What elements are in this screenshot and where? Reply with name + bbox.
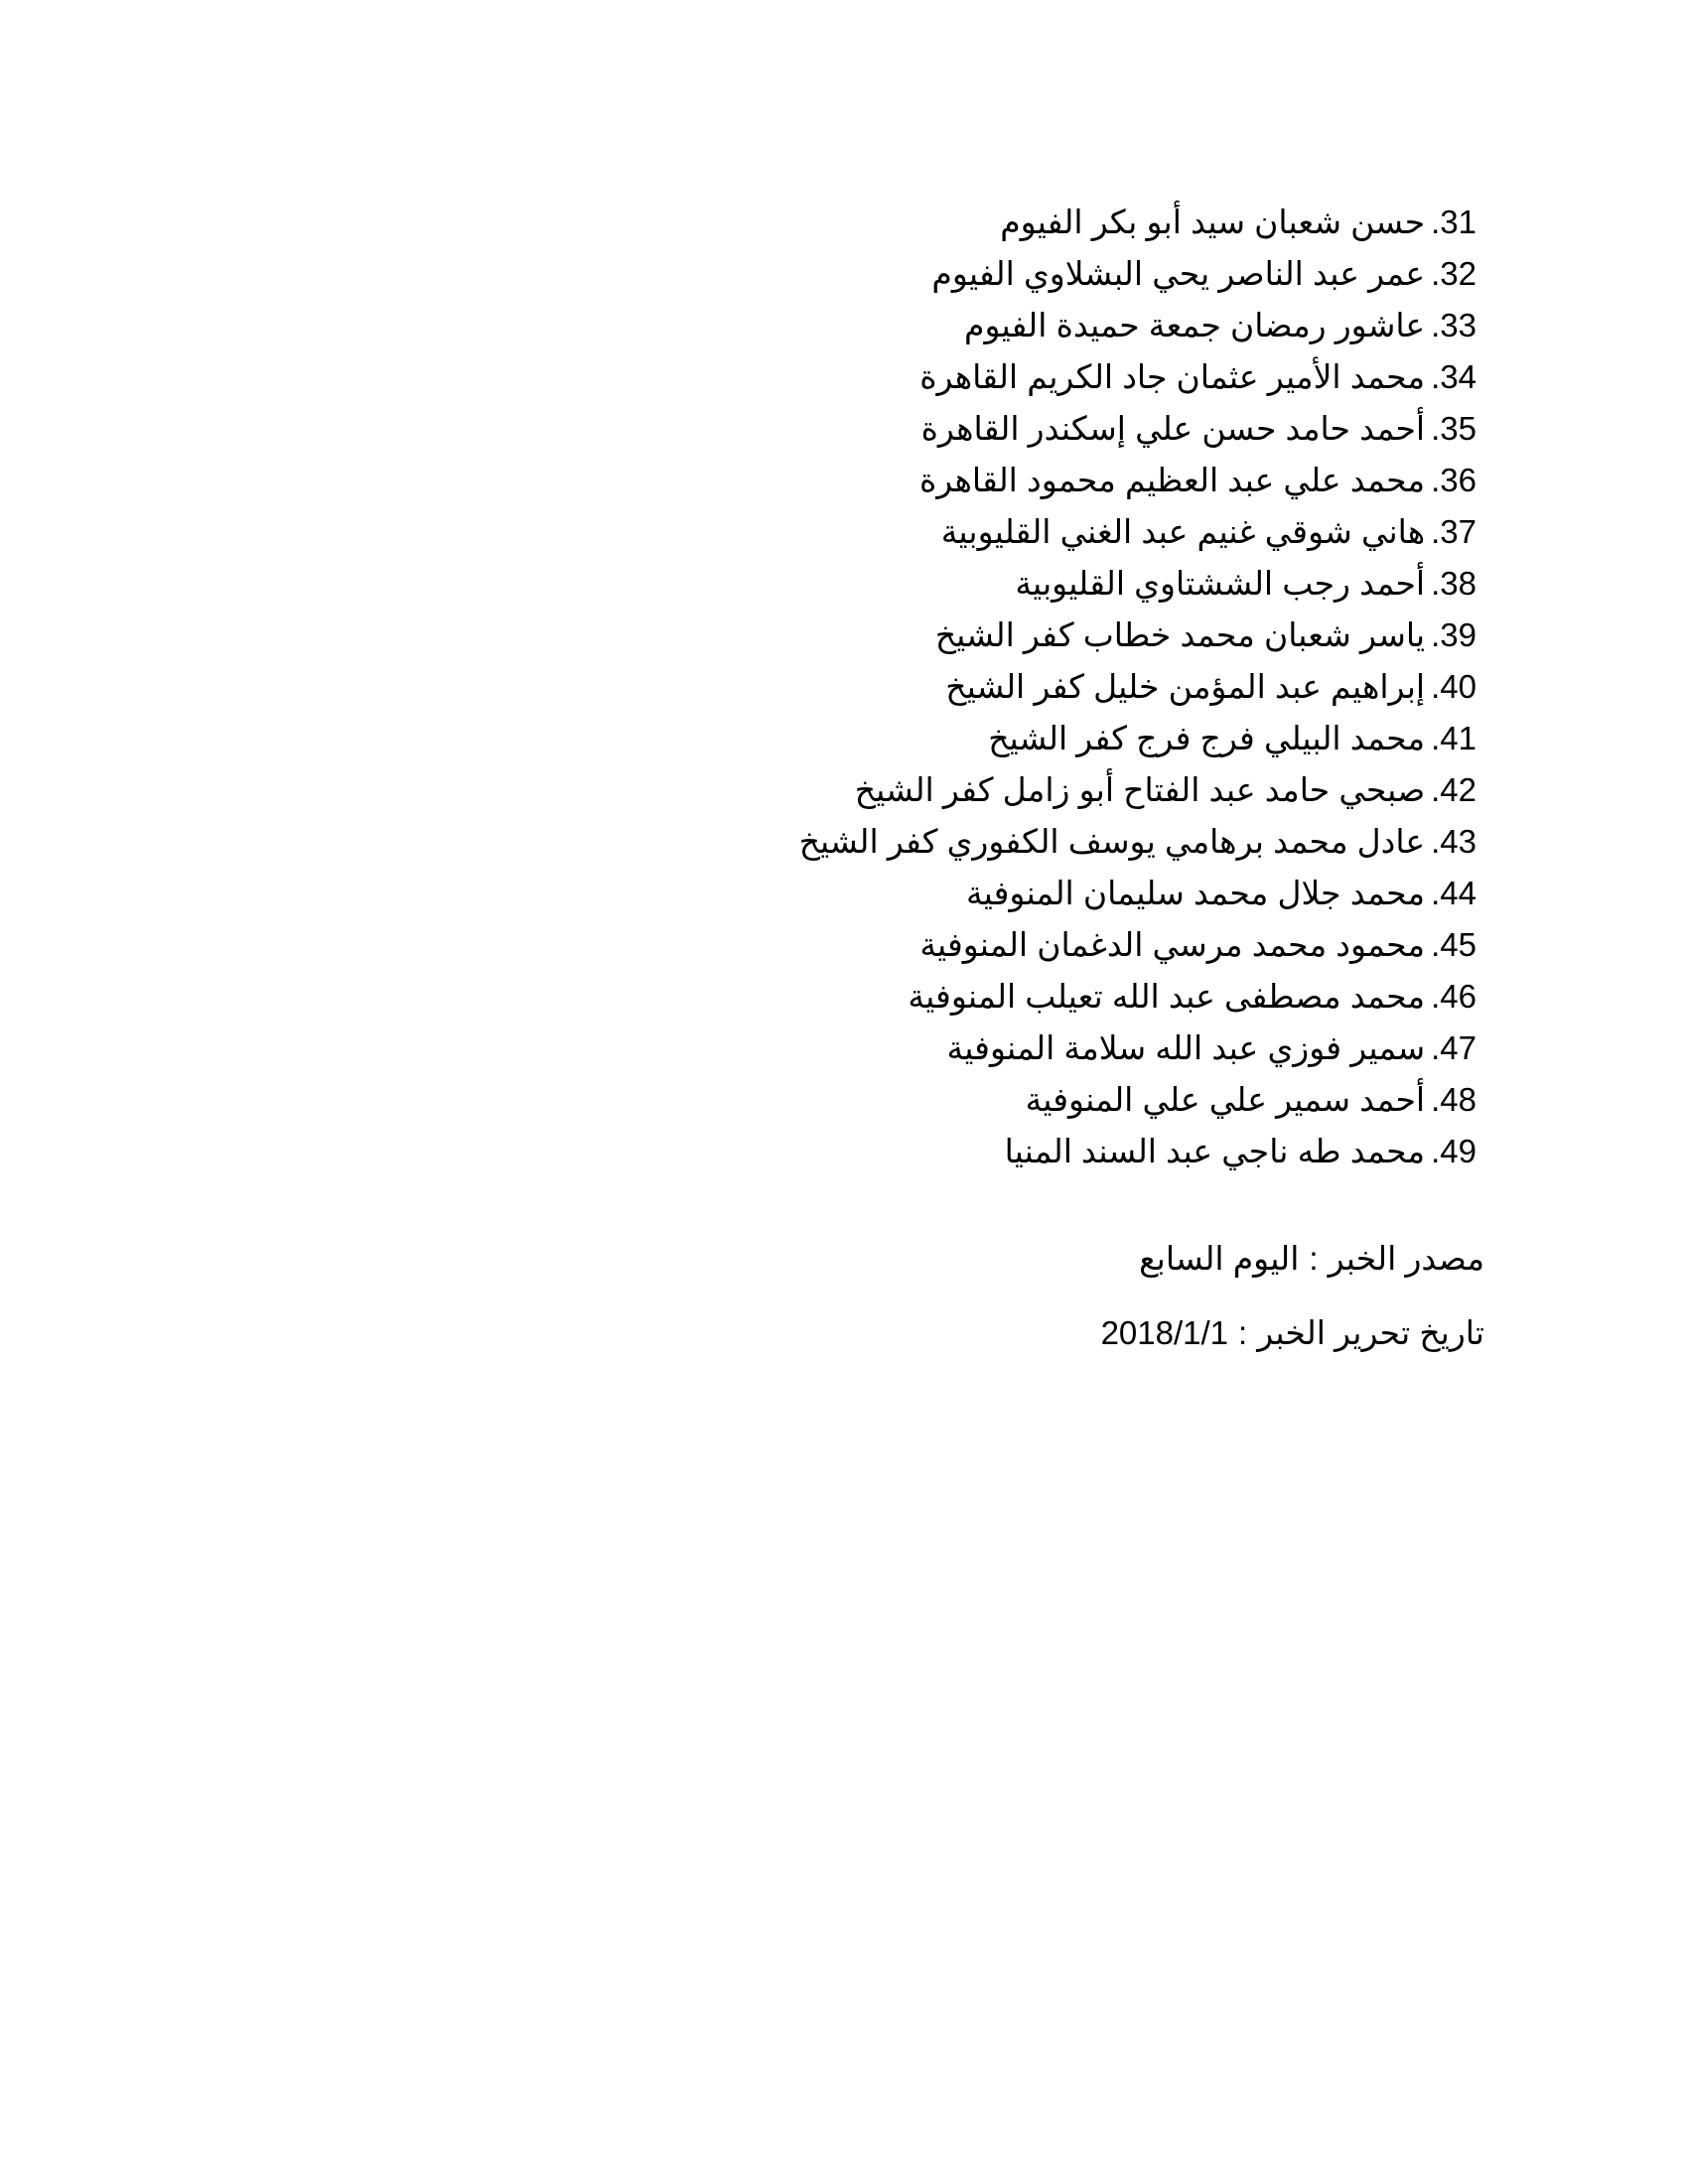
item-number: .35: [1431, 410, 1477, 447]
item-name: هاني شوقي غنيم عبد الغني القليوبية: [940, 513, 1426, 550]
news-source: مصدر الخبر:اليوم السابع: [1139, 1240, 1484, 1277]
item-name: حسن شعبان سيد أبو بكر الفيوم: [1000, 204, 1426, 240]
item-name: سمير فوزي عبد الله سلامة المنوفية: [946, 1029, 1426, 1066]
list-item: [583, 403, 1477, 455]
list-item: [583, 300, 1477, 351]
item-name: أحمد حامد حسن علي إسكندر القاهرة: [920, 410, 1426, 447]
list-item: [583, 558, 1477, 610]
news-date-label: تاريخ تحرير الخبر: [1257, 1314, 1484, 1351]
list-item: [583, 971, 1477, 1023]
list-item: [583, 919, 1477, 971]
item-name: إبراهيم عبد المؤمن خليل كفر الشيخ: [945, 668, 1426, 705]
item-number: .44: [1431, 875, 1477, 911]
list-item: [583, 1126, 1477, 1177]
news-source-label: مصدر الخبر: [1328, 1240, 1484, 1277]
item-name: أحمد رجب الششتاوي القليوبية: [1015, 565, 1426, 602]
item-name: ياسر شعبان محمد خطاب كفر الشيخ: [934, 616, 1426, 653]
item-name: صبحي حامد عبد الفتاح أبو زامل كفر الشيخ: [854, 771, 1426, 808]
item-name: محمد جلال محمد سليمان المنوفية: [965, 875, 1426, 911]
item-name: محمد البيلي فرج فرج كفر الشيخ: [988, 720, 1426, 756]
item-number: .40: [1431, 668, 1477, 705]
item-name: عادل محمد برهامي يوسف الكفوري كفر الشيخ: [798, 823, 1426, 860]
item-name: محمد علي عبد العظيم محمود القاهرة: [918, 462, 1426, 498]
list-item: [583, 1023, 1477, 1074]
list-item: [583, 1074, 1477, 1126]
item-number: .39: [1431, 616, 1477, 653]
item-number: .41: [1431, 720, 1477, 756]
item-number: .47: [1431, 1029, 1477, 1066]
item-number: .46: [1431, 978, 1477, 1015]
list-item: [583, 713, 1477, 764]
news-date: تاريخ تحرير الخبر:2018/1/1: [1100, 1314, 1484, 1351]
item-number: .45: [1431, 926, 1477, 963]
list-item: [583, 610, 1477, 661]
item-number: .42: [1431, 771, 1477, 808]
list-item: [583, 661, 1477, 713]
item-number: .48: [1431, 1081, 1477, 1118]
item-name: أحمد سمير علي علي المنوفية: [1025, 1081, 1426, 1118]
news-source-value: اليوم السابع: [1139, 1240, 1300, 1277]
list-item: [583, 197, 1477, 248]
item-number: .32: [1431, 255, 1477, 292]
item-number: .38: [1431, 565, 1477, 602]
item-number: .34: [1431, 358, 1477, 395]
news-date-value: 2018/1/1: [1100, 1314, 1229, 1351]
list-item: [583, 764, 1477, 816]
list-item: [583, 868, 1477, 919]
item-number: .43: [1431, 823, 1477, 860]
item-number: .36: [1431, 462, 1477, 498]
list-item: [583, 455, 1477, 506]
item-name: محمد الأمير عثمان جاد الكريم القاهرة: [919, 358, 1426, 395]
item-name: عاشور رمضان جمعة حميدة الفيوم: [964, 307, 1426, 343]
list-item: [583, 248, 1477, 300]
item-number: .37: [1431, 513, 1477, 550]
item-name: محمد مصطفى عبد الله تعيلب المنوفية: [908, 978, 1426, 1015]
item-number: .49: [1431, 1133, 1477, 1169]
list-item: [583, 506, 1477, 558]
item-name: محمود محمد مرسي الدغمان المنوفية: [919, 926, 1426, 963]
item-name: عمر عبد الناصر يحي البشلاوي الفيوم: [931, 255, 1426, 292]
item-number: .33: [1431, 307, 1477, 343]
list-item: [583, 351, 1477, 403]
names-list: [583, 197, 1477, 1177]
list-item: [583, 816, 1477, 868]
item-name: محمد طه ناجي عبد السند المنيا: [1004, 1133, 1426, 1169]
item-number: .31: [1431, 204, 1477, 240]
